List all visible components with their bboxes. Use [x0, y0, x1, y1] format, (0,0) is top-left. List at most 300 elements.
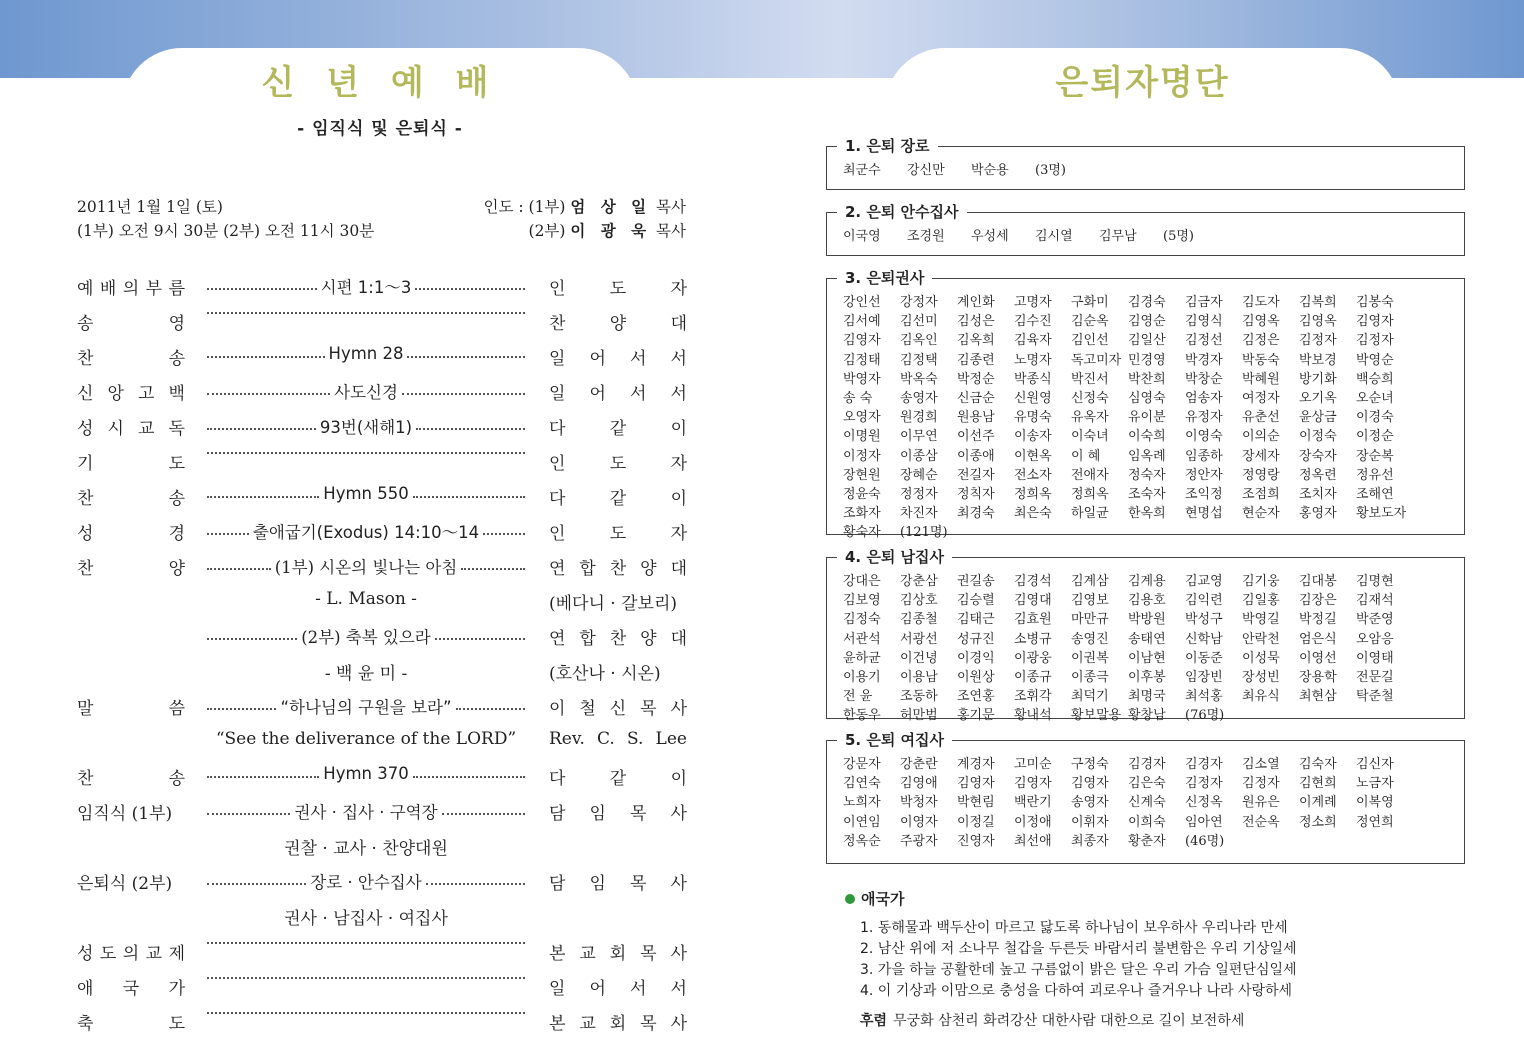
chorus-text: 무궁화 삼천리 화려강산 대한사람 대한으로 길이 보전하세: [893, 1013, 1245, 1029]
leader-dots: [207, 356, 325, 358]
retiree-name: 정옥련: [1299, 467, 1337, 483]
order-row: [77, 760, 687, 792]
order-item-char: 목: [640, 944, 657, 964]
order-item-detail: [203, 274, 529, 298]
order-item-char: 일: [549, 979, 566, 999]
retiree-name: 김정선: [1185, 333, 1223, 349]
retiree-name: 이정길: [957, 814, 995, 830]
order-item-char: 본: [549, 1014, 566, 1034]
retiree-name: 민경영: [1128, 352, 1166, 368]
retiree-name: 최유식: [1242, 689, 1280, 705]
order-item-char: 송: [168, 769, 185, 789]
retiree-name: 최종자: [1071, 833, 1109, 849]
order-row: [77, 970, 687, 1002]
retiree-name: 전순옥: [1242, 814, 1280, 830]
order-item-name: [77, 414, 185, 439]
retiree-name: 장숙자: [1299, 448, 1337, 464]
retiree-name: 정연희: [1356, 814, 1394, 830]
retiree-count: (46명): [1185, 833, 1225, 849]
retiree-name: 탁준철: [1356, 689, 1394, 705]
retiree-name: 김숙자: [1299, 757, 1337, 772]
order-item-char: 양: [609, 314, 627, 334]
retiree-name: 오암응: [1356, 631, 1394, 647]
retiree-name: 서관석: [843, 631, 881, 647]
order-item-detail: [203, 309, 529, 311]
order-item-person: [549, 939, 687, 964]
retiree-name: 김경숙: [1128, 295, 1166, 310]
order-item-char: 이: [670, 769, 687, 789]
order-row: [77, 445, 687, 477]
retiree-name: 김영대: [1014, 593, 1052, 609]
retiree-count: (5명): [1163, 229, 1194, 244]
order-item-char: 회: [609, 1014, 627, 1034]
retiree-name: 소병규: [1014, 631, 1052, 647]
service-date-time: [77, 195, 374, 243]
order-item-char: 도: [99, 944, 117, 964]
service-subtitle: - 임직식 및 은퇴식 -: [297, 119, 463, 139]
retiree-name: 김시열: [1035, 229, 1073, 244]
retiree-name: 독고미자: [1071, 352, 1122, 368]
order-item-char: 가: [168, 979, 185, 999]
retiree-name: 김영자: [1356, 314, 1394, 330]
retiree-name: 황창남: [1128, 708, 1166, 724]
order-item-char: 다: [549, 419, 566, 439]
order-item-detail: [203, 554, 529, 578]
retiree-name: 김효원: [1014, 612, 1052, 628]
order-item-char: 합: [579, 629, 596, 649]
order-row: [77, 655, 687, 687]
retiree-name: 박준영: [1356, 612, 1394, 628]
order-row: [77, 550, 687, 582]
order-item-char: 목: [630, 804, 647, 824]
order-row: [77, 305, 687, 337]
retiree-name: 조숙자: [1128, 487, 1166, 503]
retiree-name: 이남현: [1128, 650, 1166, 666]
retiree-name: 임옥례: [1128, 448, 1166, 464]
order-item-char: 양: [640, 559, 657, 579]
retiree-name: 백승희: [1356, 371, 1394, 387]
order-item-person: [549, 624, 687, 649]
leader-dots: [207, 452, 525, 454]
retiree-name: 이무연: [900, 429, 938, 445]
order-item-person: [549, 274, 687, 299]
retiree-name: 최경숙: [957, 506, 995, 522]
leader-dots: [442, 813, 525, 815]
retiree-name: 김영순: [1128, 314, 1166, 330]
retiree-name: 김정자: [1242, 776, 1280, 792]
leader-dots: [207, 568, 271, 570]
retiree-name: 김태근: [957, 612, 995, 628]
retiree-name: 이선주: [957, 429, 995, 445]
retiree-name: 전소자: [1014, 467, 1052, 483]
retiree-name: 김영옥: [1242, 314, 1280, 330]
order-item-char: 임직식 (1부): [77, 804, 173, 824]
order-item-char: 도: [609, 524, 627, 544]
page-title-left: 신 년 예 배: [261, 63, 499, 103]
order-item-detail: [203, 1009, 529, 1011]
order-item-name: [77, 869, 185, 894]
retiree-name: 조해연: [1356, 487, 1394, 503]
retiree-name: 김명현: [1356, 574, 1394, 589]
order-row: [77, 935, 687, 967]
retiree-name: 조동하: [900, 689, 938, 705]
order-item-person: [549, 449, 687, 474]
order-item-char: 어: [589, 979, 606, 999]
leader-dots: [207, 1012, 525, 1014]
retiree-name: 박청자: [900, 795, 938, 811]
order-item-char: 앙: [107, 384, 124, 404]
name-list: [843, 755, 1454, 851]
leader-2: (2부) 이 광 욱 목사: [528, 222, 686, 240]
retiree-name: 정안자: [1185, 467, 1223, 483]
retiree-name: 이용기: [843, 670, 881, 686]
order-item-char: 양: [168, 559, 185, 579]
retiree-name: 조치자: [1299, 487, 1337, 503]
retiree-name: 최선애: [1014, 833, 1052, 849]
order-item-char: 성: [77, 524, 94, 544]
leader-dots: [207, 312, 525, 314]
retiree-name: 백란기: [1014, 795, 1052, 811]
retiree-name: 김금자: [1185, 295, 1223, 310]
order-item-char: 회: [609, 944, 627, 964]
order-item-char: 제: [168, 944, 185, 964]
order-item-char: 이: [670, 489, 687, 509]
order-item-person: [549, 869, 687, 894]
retiree-name: 박경자: [1185, 352, 1223, 368]
retiree-name: 박영순: [1356, 352, 1394, 368]
order-item-char: 자: [670, 454, 687, 474]
order-item-note: - L. Mason -: [315, 589, 417, 609]
retiree-name: 황내석: [1014, 708, 1052, 724]
retiree-name: 김영옥: [1299, 314, 1337, 330]
retiree-name: 이후봉: [1128, 670, 1166, 686]
retiree-name: 박영자: [843, 371, 881, 387]
section-retired-kwonsa: [826, 269, 1465, 541]
order-item-char: 이: [549, 699, 566, 719]
retiree-name: 이용남: [900, 670, 938, 686]
section-title: 3. 은퇴권사: [837, 267, 932, 288]
order-row: [77, 270, 687, 302]
order-item-char: 서: [670, 349, 687, 369]
retiree-name: 김육자: [1014, 333, 1052, 349]
order-item-name: [77, 1009, 185, 1034]
retiree-name: 이권복: [1071, 650, 1109, 666]
retiree-name: 이희숙: [1128, 814, 1166, 830]
order-item-char: 다: [549, 769, 566, 789]
leader-dots: [207, 288, 317, 290]
order-item-text: Hymn 28: [328, 344, 404, 363]
retiree-name: 신원영: [1014, 391, 1052, 407]
order-item-char: 독: [168, 419, 185, 439]
retiree-name: 한동우: [843, 708, 881, 724]
retiree-name: 원용남: [957, 410, 995, 426]
order-item-note: 권찰 · 교사 · 찬양대원: [284, 839, 448, 859]
section-title: 2. 은퇴 안수집사: [837, 201, 967, 222]
retiree-name: 박성구: [1185, 612, 1223, 628]
retiree-name: 김계삼: [1071, 574, 1109, 589]
order-item-person: [549, 729, 687, 749]
retiree-name: 박종식: [1014, 371, 1052, 387]
order-item-char: 찬: [549, 314, 566, 334]
order-item-text: Hymn 550: [323, 484, 409, 503]
order-item-detail: [203, 974, 529, 976]
chorus-label: 후렴: [860, 1013, 888, 1029]
retiree-name: 최은숙: [1014, 506, 1052, 522]
retiree-name: 구정숙: [1071, 757, 1109, 772]
retiree-name: 황보말용: [1071, 708, 1122, 724]
order-item-char: 일: [549, 384, 566, 404]
retiree-name: 황춘자: [1128, 833, 1166, 849]
retiree-name: 전 윤: [843, 689, 873, 705]
retiree-name: 현명섭: [1185, 506, 1223, 522]
retiree-name: 오순녀: [1356, 391, 1394, 407]
order-item-detail: [203, 414, 529, 438]
order-item-name: [77, 764, 185, 789]
order-item-char: Lee: [655, 729, 687, 749]
retiree-name: 이숙녀: [1071, 429, 1109, 445]
retiree-name: 김교영: [1185, 574, 1223, 589]
order-row: [77, 340, 687, 372]
retiree-name: 김계용: [1128, 574, 1166, 589]
retiree-name: 정소희: [1299, 814, 1337, 830]
retiree-name: 김은숙: [1128, 776, 1166, 792]
section-male-deacons: [826, 548, 1465, 724]
retiree-name: 김선미: [900, 314, 938, 330]
order-item-name: [77, 939, 185, 964]
order-item-char: 서: [630, 349, 647, 369]
retiree-name: 김장은: [1299, 593, 1337, 609]
order-item-char: 예: [77, 279, 94, 299]
order-item-note: 권사 · 남집사 · 여집사: [284, 909, 448, 929]
retiree-name: 정숙자: [1128, 467, 1166, 483]
retiree-name: 조익정: [1185, 487, 1223, 503]
order-item-detail: [203, 694, 529, 718]
retiree-name: 김영자: [957, 776, 995, 792]
order-row: [77, 865, 687, 897]
retiree-name: 김복희: [1299, 295, 1337, 310]
order-item-char: 찬: [77, 769, 94, 789]
retiree-name: 강신만: [907, 163, 945, 178]
order-item-note: - 백 윤 미 -: [324, 664, 408, 684]
retiree-name: 신금순: [957, 391, 995, 407]
retiree-name: 김정택: [900, 352, 938, 368]
retiree-name: 최군수: [843, 163, 881, 178]
order-item-name: [77, 484, 185, 509]
order-row: [77, 795, 687, 827]
order-item-name: [77, 379, 185, 404]
retiree-name: 이동준: [1185, 650, 1223, 666]
retiree-name: 강대은: [843, 574, 881, 589]
retiree-name: 현순자: [1242, 506, 1280, 522]
order-item-text: Hymn 370: [323, 764, 409, 783]
retiree-name: 이영자: [900, 814, 938, 830]
order-item-char: S.: [626, 729, 644, 749]
order-item-char: 대: [670, 629, 687, 649]
order-item-char: 신: [77, 384, 94, 404]
order-item-char: 사: [670, 1014, 687, 1034]
anthem-verse: 1. 동해물과 백두산이 마르고 닳도록 하나님이 보우하사 우리나라 만세: [860, 920, 1288, 936]
order-item-char: 양: [640, 629, 657, 649]
retiree-name: 정영랑: [1242, 467, 1280, 483]
retiree-name: 김상호: [900, 593, 938, 609]
anthem-verse: 2. 남산 위에 저 소나무 철갑을 두른듯 바람서리 불변함은 우리 기상일세: [860, 941, 1297, 957]
anthem-verses: [860, 918, 1297, 1002]
leader-dots: [207, 708, 276, 710]
leader-dots: [207, 977, 525, 979]
retiree-name: 성규진: [957, 631, 995, 647]
order-item-detail: [203, 449, 529, 451]
retiree-name: 안락천: [1242, 631, 1280, 647]
order-item-name: [77, 974, 185, 999]
order-item-char: 찬: [77, 489, 94, 509]
name-list: [843, 572, 1454, 726]
retiree-name: 박창순: [1185, 371, 1223, 387]
order-item-text: (1부) 시온의 빛나는 아침: [274, 558, 458, 577]
retiree-name: 이원상: [957, 670, 995, 686]
order-item-char: 교: [138, 419, 155, 439]
order-item-person: [549, 344, 687, 369]
order-item-char: 도: [168, 1014, 185, 1034]
order-item-char: 다: [549, 489, 566, 509]
order-item-char: 의: [122, 279, 140, 299]
retiree-name: 최명국: [1128, 689, 1166, 705]
retiree-name: 김정태: [843, 352, 881, 368]
order-row: [77, 830, 687, 862]
retiree-name: 임아연: [1185, 814, 1223, 830]
order-item-char: 신: [609, 699, 627, 719]
order-item-person: [549, 309, 687, 334]
retiree-name: 김용호: [1128, 593, 1166, 609]
retiree-name: 이현옥: [1014, 448, 1052, 464]
retiree-name: 조휘각: [1014, 689, 1052, 705]
leader-dots: [207, 776, 319, 778]
retiree-name: 이영숙: [1185, 429, 1223, 445]
retiree-name: 고미순: [1014, 757, 1052, 772]
retiree-name: 차진자: [900, 506, 938, 522]
order-item-char: 담: [549, 804, 566, 824]
retiree-name: 전길자: [957, 467, 995, 483]
retiree-name: 방기화: [1299, 371, 1337, 387]
retiree-name: 신계숙: [1128, 795, 1166, 811]
leader-dots: [413, 496, 525, 498]
order-item-char: 교: [579, 944, 596, 964]
retiree-name: 김승렬: [957, 593, 995, 609]
retiree-name: 서광선: [900, 631, 938, 647]
anthem-verse: 4. 이 기상과 이맘으로 충성을 다하여 괴로우나 즐거우나 나라 사랑하세: [860, 983, 1293, 999]
retiree-name: 정윤숙: [843, 487, 881, 503]
order-item-char: 자: [670, 524, 687, 544]
retiree-name: 이종극: [1071, 670, 1109, 686]
retiree-name: 최현삼: [1299, 689, 1337, 705]
retiree-name: 마만규: [1071, 612, 1109, 628]
retiree-name: 이송자: [1014, 429, 1052, 445]
retiree-name: 신정옥: [1185, 795, 1223, 811]
order-item-char: 같: [609, 489, 627, 509]
order-item-detail: [203, 624, 529, 648]
order-item-char: 서: [630, 384, 647, 404]
retiree-name: 정옥순: [843, 833, 881, 849]
retiree-name: 구화미: [1071, 295, 1109, 310]
order-item-char: 백: [168, 384, 185, 404]
bullet-icon: [845, 894, 855, 904]
order-item-note: “See the deliverance of the LORD”: [215, 729, 517, 749]
name-list: [843, 161, 1454, 180]
retiree-name: 김종련: [957, 352, 995, 368]
retiree-name: 오영자: [843, 410, 881, 426]
order-item-char: 국: [122, 979, 140, 999]
order-item-char: 교: [145, 944, 163, 964]
leader-dots: [415, 288, 525, 290]
retiree-name: 송태연: [1128, 631, 1166, 647]
retiree-name: 김정은: [1242, 333, 1280, 349]
retiree-name: 이정숙: [1299, 429, 1337, 445]
order-item-char: 자: [670, 279, 687, 299]
order-item-char: 인: [549, 524, 566, 544]
order-item-detail: [203, 939, 529, 941]
order-item-char: 본: [549, 944, 566, 964]
order-item-person: (베다니 · 갈보리): [549, 594, 678, 614]
page-title-right: 은퇴자명단: [1055, 63, 1230, 103]
order-item-person: [549, 764, 687, 789]
order-item-char: 축: [77, 1014, 94, 1034]
leader-dots: [407, 356, 525, 358]
retiree-name: 김경석: [1014, 574, 1052, 589]
order-item-person: [549, 799, 687, 824]
order-item-char: 대: [670, 559, 687, 579]
retiree-name: 원경희: [900, 410, 938, 426]
retiree-name: 권길송: [957, 574, 995, 589]
retiree-name: 박진서: [1071, 371, 1109, 387]
retiree-name: 김대봉: [1299, 574, 1337, 589]
order-item-char: 사: [670, 944, 687, 964]
retiree-name: 김현희: [1299, 776, 1337, 792]
leader-dots: [413, 776, 525, 778]
leader-dots: [207, 883, 306, 885]
retiree-name: 장성빈: [1242, 670, 1280, 686]
leader-dots: [456, 708, 525, 710]
retiree-name: 윤상금: [1299, 410, 1337, 426]
retiree-name: 노금자: [1356, 776, 1394, 792]
leader-dots: [207, 428, 316, 430]
retiree-name: 진영자: [957, 833, 995, 849]
order-item-person: [549, 484, 687, 509]
retiree-name: 이복영: [1356, 795, 1394, 811]
order-item-char: 찬: [77, 559, 94, 579]
retiree-name: 박혜원: [1242, 371, 1280, 387]
retiree-name: 허만범: [900, 708, 938, 724]
retiree-name: 우성세: [971, 229, 1009, 244]
retiree-name: 조연홍: [957, 689, 995, 705]
order-item-char: 의: [122, 944, 140, 964]
retiree-name: 장혜순: [900, 467, 938, 483]
order-item-char: 어: [589, 349, 606, 369]
order-item-char: 찬: [609, 559, 627, 579]
order-item-char: 말: [77, 699, 94, 719]
retiree-name: 유춘선: [1242, 410, 1280, 426]
order-item-char: 부: [145, 279, 163, 299]
retiree-name: 윤하균: [843, 650, 881, 666]
retiree-name: 엄송자: [1185, 391, 1223, 407]
leader-dots: [207, 638, 297, 640]
order-item-char: 고: [138, 384, 155, 404]
order-item-char: 서: [670, 979, 687, 999]
retiree-name: 홍영자: [1299, 506, 1337, 522]
order-item-char: 일: [549, 349, 566, 369]
retiree-name: 고명자: [1014, 295, 1052, 310]
order-item-char: 경: [168, 524, 185, 544]
retiree-name: 이정애: [1014, 814, 1052, 830]
retiree-name: 이 혜: [1071, 448, 1101, 464]
